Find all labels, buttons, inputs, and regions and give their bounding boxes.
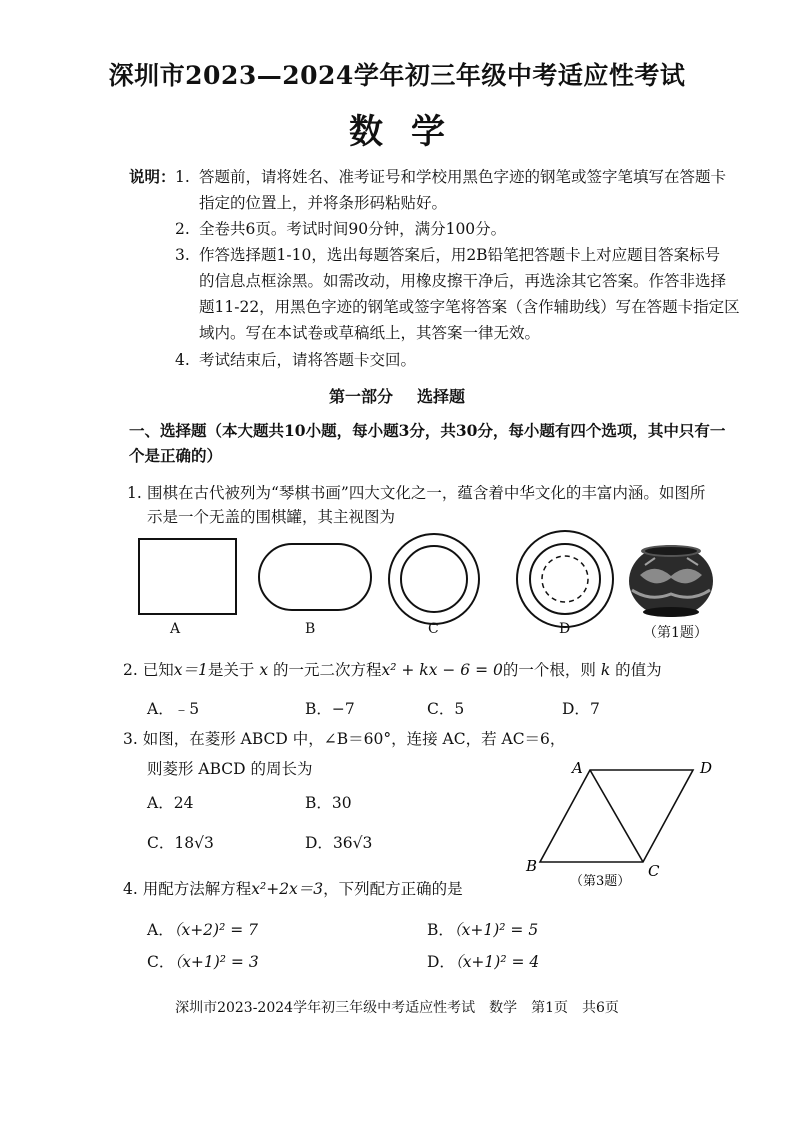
q3-figure-caption: （第3题）	[570, 874, 631, 889]
q4-option-a-label: A．	[147, 921, 174, 939]
instruction-1-num: 1.	[175, 168, 190, 186]
q3-option-b	[305, 791, 352, 813]
instruction-3-line-4: 域内。写在本试卷或草稿纸上，其答案一律无效。	[199, 324, 541, 342]
q3-option-b-value: 30	[331, 794, 352, 812]
q3-line-1	[123, 729, 565, 749]
q2-mid: 是关于	[207, 661, 255, 679]
q3-option-c-value: 18√3	[174, 834, 214, 852]
q1-option-d-figure	[517, 531, 613, 627]
q2-condition: x＝1	[173, 661, 208, 679]
q4-option-b	[427, 918, 538, 940]
q1-option-d-label: D	[559, 621, 571, 637]
vertex-a-label: A	[572, 759, 583, 777]
q2-option-c-value: 5	[454, 700, 465, 718]
q1-text-line-1: 围棋在古代被列为“琴棋书画”四大文化之一，蕴含着中华文化的丰富内涵。如图所	[147, 484, 706, 502]
q2-option-d-value: 7	[589, 700, 600, 718]
instruction-3-num: 3.	[175, 246, 190, 264]
q4-option-a	[147, 918, 258, 940]
q2-option-a-label: A．	[147, 700, 174, 718]
footer-subject: 数学	[489, 1000, 518, 1016]
q2-equation: x² + kx − 6 = 0	[381, 661, 503, 679]
q2-variable: x	[259, 661, 269, 679]
q2-option-a-value: ﹣5	[173, 700, 200, 718]
q2-number: 2.	[123, 661, 138, 679]
q3-option-d	[305, 831, 372, 853]
section-part: 第一部分	[328, 387, 393, 406]
q3-text-line-2: 则菱形 ABCD 的周长为	[147, 760, 313, 778]
vertex-b-label: B	[526, 857, 538, 875]
q3-option-d-value: 36√3	[332, 834, 373, 852]
q4-equation: x²+2x＝3	[251, 880, 324, 898]
instruction-3-line-2: 的信息点框涂黑。如需改动，用橡皮擦干净后，再选涂其它答案。作答非选择	[199, 272, 727, 290]
q4-option-a-value: （x+2)² = 7	[173, 921, 259, 939]
q4-option-b-label: B．	[427, 921, 454, 939]
go-jar-image	[629, 545, 713, 617]
q2-option-b-value: −7	[331, 700, 355, 718]
footer-page: 第1页	[531, 1000, 568, 1016]
q2-variable-k: k	[600, 661, 611, 679]
q1-option-b-figure	[259, 544, 371, 610]
section-name: 选择题	[417, 387, 466, 406]
instruction-4-line-1: 考试结束后，请将答题卡交回。	[199, 351, 417, 369]
instruction-3-line-1: 作答选择题1-10，选出每题答案后，用2B铅笔把答题卡上对应题目答案标号	[199, 246, 721, 264]
group-heading-line-2: 个是正确的）	[129, 446, 223, 465]
footer-total: 共6页	[582, 1000, 619, 1016]
section-heading	[0, 384, 794, 407]
q2-post: 的一个根，则	[502, 661, 596, 679]
q2-option-d	[562, 697, 600, 719]
q3-option-b-label: B．	[305, 794, 332, 812]
footer-exam: 深圳市2023-2024学年初三年级中考适应性考试	[175, 1000, 476, 1016]
vertex-c-label: C	[648, 862, 660, 880]
q1-option-c-label: C	[428, 621, 439, 637]
q4-option-d-value: （x+1)² = 4	[454, 953, 540, 971]
instruction-1-line-1: 答题前，请将姓名、准考证号和学校用黑色字迹的钢笔或签字笔填写在答题卡	[199, 168, 727, 186]
q1-figure-caption: （第1题）	[643, 625, 708, 641]
q3-rhombus-figure	[520, 752, 730, 892]
q2-mid2: 的一元二次方程	[273, 661, 382, 679]
q2-option-c-label: C．	[427, 700, 455, 718]
q4-option-d-label: D．	[427, 953, 455, 971]
instruction-3-line-3: 题11-22，用黑色字迹的钢笔或签字笔将答案（含作辅助线）写在答题卡指定区	[199, 298, 740, 316]
q4-post: ，下列配方正确的是	[323, 880, 463, 898]
q4-option-c	[147, 950, 259, 972]
q3-number: 3.	[123, 730, 138, 748]
q3-option-d-label: D．	[305, 834, 333, 852]
subject-title: 数学	[349, 112, 473, 152]
instruction-4-num: 4.	[175, 351, 190, 369]
q2-option-d-label: D．	[562, 700, 590, 718]
instructions-label: 说明：	[129, 167, 176, 186]
q2-line	[123, 660, 662, 680]
q4-option-b-value: （x+1)² = 5	[453, 921, 539, 939]
exam-title: 深圳市2023—2024学年初三年级中考适应性考试	[108, 61, 686, 90]
page-footer	[0, 997, 794, 1017]
q3-option-c-label: C．	[147, 834, 175, 852]
q4-option-c-value: （x+1)² = 3	[174, 953, 259, 971]
q1-option-c-figure	[389, 534, 479, 624]
q2-end: 的值为	[615, 661, 662, 679]
q1-text-line-2: 示是一个无盖的围棋罐，其主视图为	[147, 508, 396, 526]
q3-text-line-1: 如图，在菱形 ABCD 中，∠B＝60°，连接 AC，若 AC＝6，	[142, 730, 566, 748]
q1-option-a-figure	[139, 539, 236, 614]
instruction-1-line-2: 指定的位置上，并将条形码粘贴好。	[199, 194, 448, 212]
q4-option-d	[427, 950, 539, 972]
q3-option-a	[147, 791, 193, 813]
q2-option-b-label: B．	[305, 700, 332, 718]
q4-pre: 用配方法解方程	[142, 880, 252, 898]
q4-option-c-label: C．	[147, 953, 175, 971]
q2-option-a	[147, 697, 199, 719]
q1-option-a-label: A	[170, 621, 181, 637]
q4-line	[123, 879, 463, 899]
q2-option-c	[427, 697, 464, 719]
group-heading-line-1: 一、选择题（本大题共10小题，每小题3分，共30分，每小题有四个选项，其中只有一	[129, 421, 726, 440]
q2-pre: 已知	[142, 661, 174, 679]
vertex-d-label: D	[700, 759, 713, 777]
q3-option-a-label: A．	[147, 794, 174, 812]
q3-option-a-value: 24	[173, 794, 194, 812]
instruction-2-num: 2.	[175, 220, 190, 238]
q1-number: 1.	[127, 484, 142, 502]
q1-figures	[120, 520, 720, 650]
instruction-2-line-1: 全卷共6页。考试时间90分钟，满分100分。	[199, 220, 507, 238]
q4-number: 4.	[123, 880, 138, 898]
q1-option-b-label: B	[305, 621, 316, 637]
q3-option-c	[147, 831, 214, 853]
q2-option-b	[305, 697, 355, 719]
